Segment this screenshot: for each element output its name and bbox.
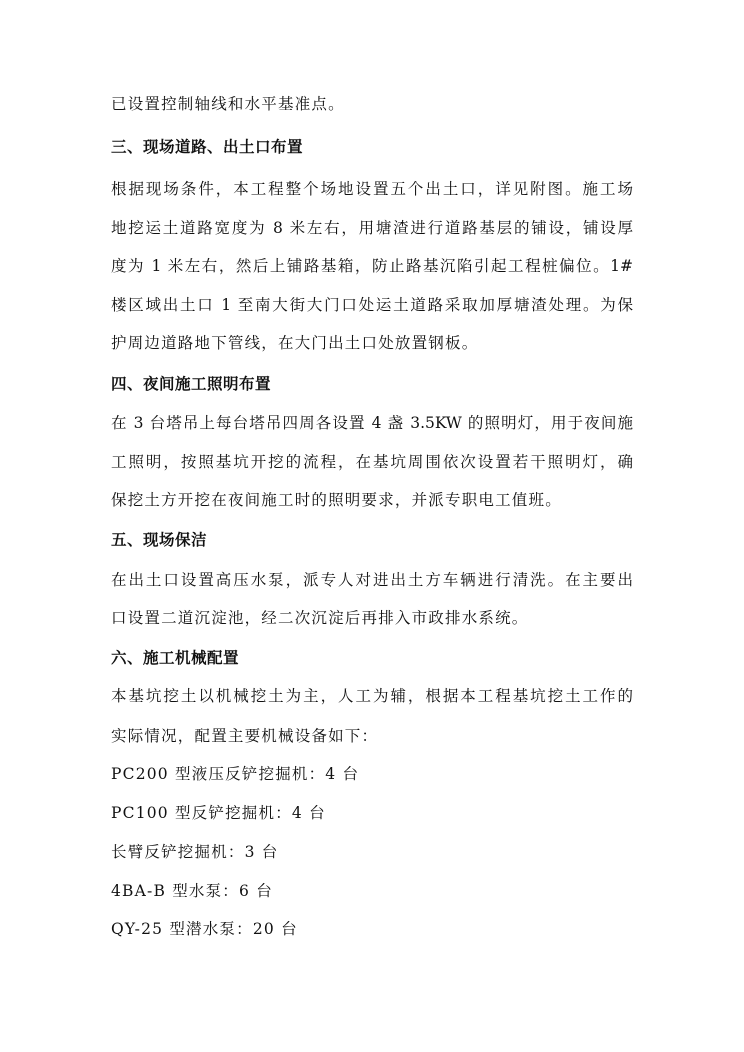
body-text-line: 护周边道路地下管线，在大门出土口处放置钢板。 [111,334,479,352]
equipment-list-item: 4BA-B 型水泵：6 台 [111,882,273,900]
body-text-line: 地挖运土道路宽度为 8 米左右，用塘渣进行道路基层的铺设，铺设厚 [111,219,633,237]
body-text-line: 保挖土方开挖在夜间施工时的照明要求，并派专职电工值班。 [111,491,562,509]
body-text-line: 工照明，按照基坑开挖的流程，在基坑周围依次设置若干照明灯，确 [111,453,633,471]
section-heading-3: 三、现场道路、出土口布置 [111,138,304,156]
equipment-list-item: PC200 型液压反铲挖掘机：4 台 [111,765,360,783]
section-heading-6: 六、施工机械配置 [111,649,240,667]
equipment-list-item: PC100 型反铲挖掘机：4 台 [111,804,326,822]
body-text-line: 实际情况，配置主要机械设备如下： [111,727,379,745]
section-heading-5: 五、现场保洁 [111,531,208,549]
body-text-line: 本基坑挖土以机械挖土为主，人工为辅，根据本工程基坑挖土工作的 [111,687,633,705]
body-text-line: 在出土口设置高压水泵，派专人对进出土方车辆进行清洗。在主要出 [111,571,633,589]
equipment-list-item: 长臂反铲挖掘机：3 台 [111,843,279,861]
body-text-line: 度为 1 米左右，然后上铺路基箱，防止路基沉陷引起工程桩偏位。1# [111,257,633,275]
body-text-line: 在 3 台塔吊上每台塔吊四周各设置 4 盏 3.5KW 的照明灯，用于夜间施 [111,414,633,432]
equipment-list-item: QY-25 型潜水泵：20 台 [111,920,298,938]
body-text-line: 根据现场条件，本工程整个场地设置五个出土口，详见附图。施工场 [111,180,633,198]
body-text-line: 口设置二道沉淀池，经二次沉淀后再排入市政排水系统。 [111,609,529,627]
section-heading-4: 四、夜间施工照明布置 [111,375,272,393]
body-text-line: 楼区域出土口 1 至南大街大门口处运土道路采取加厚塘渣处理。为保 [111,296,633,314]
body-text-line: 已设置控制轴线和水平基准点。 [111,95,345,113]
